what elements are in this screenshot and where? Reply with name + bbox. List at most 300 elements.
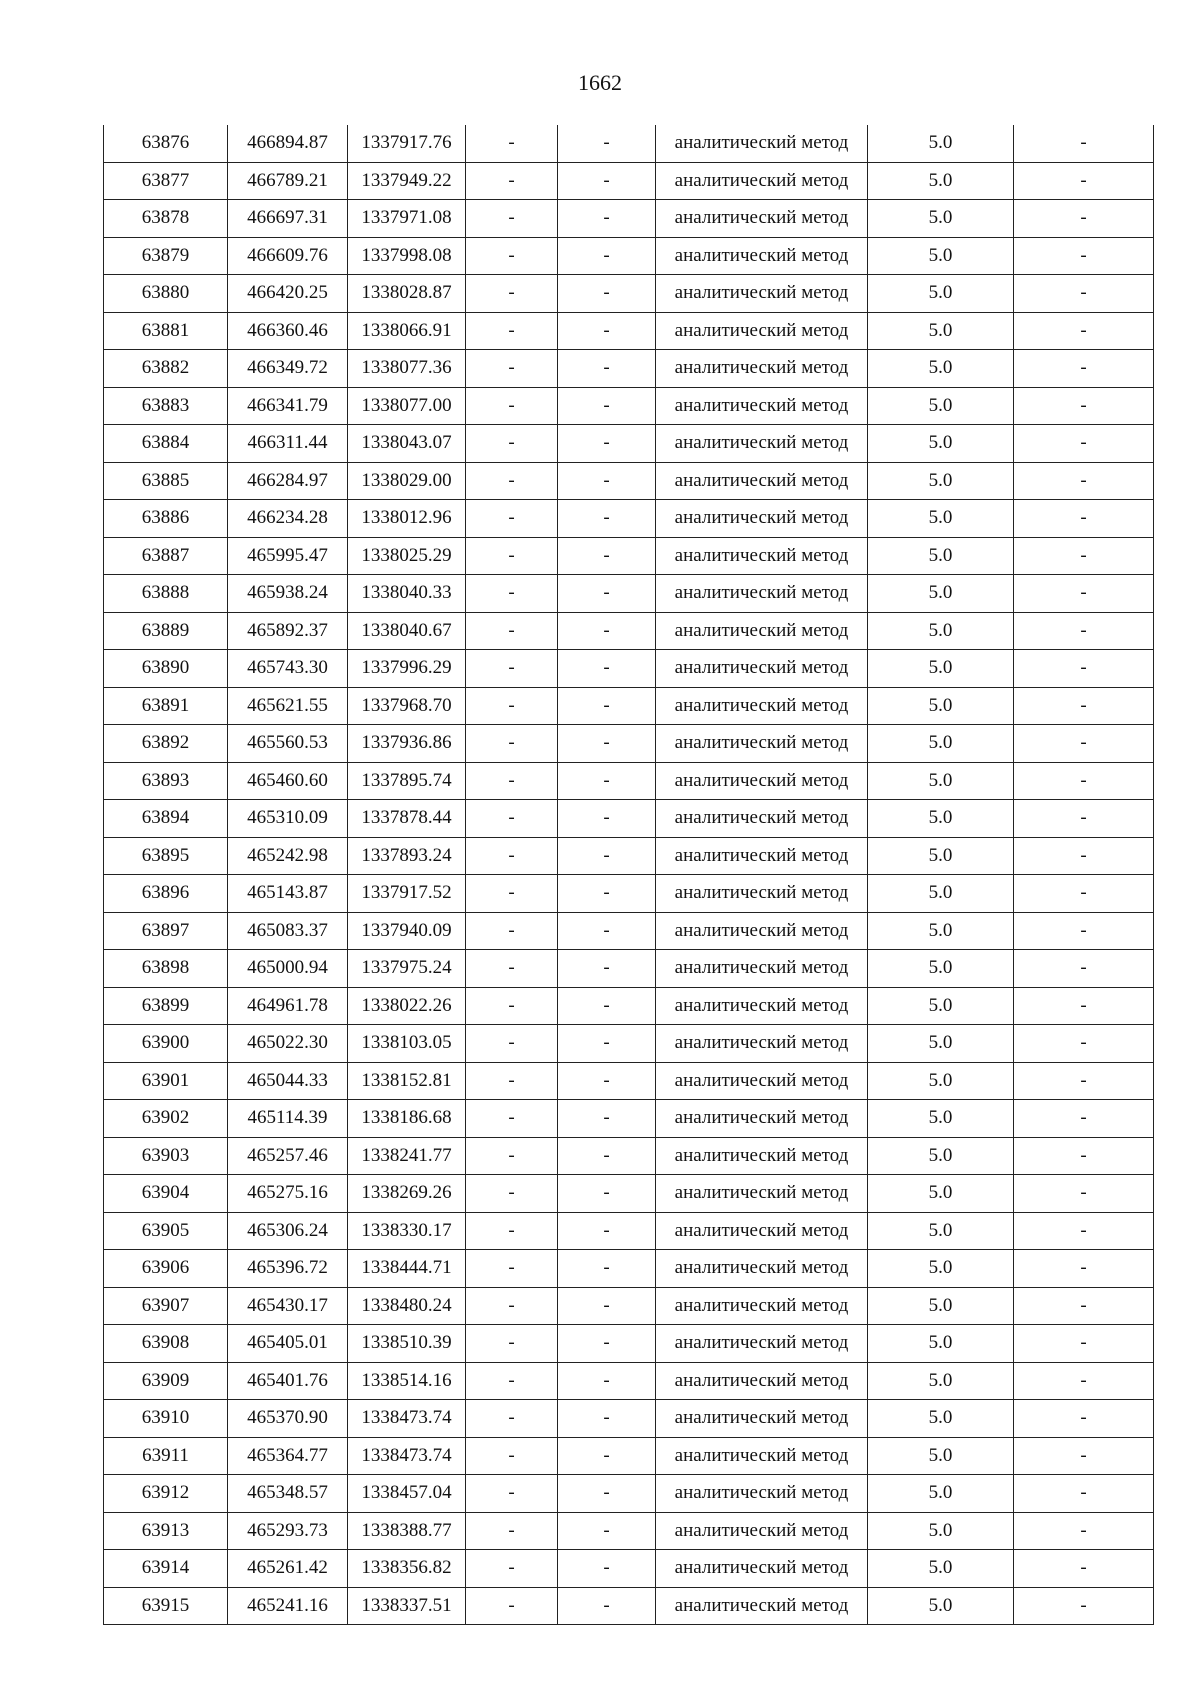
col8-cell: - — [1014, 312, 1154, 350]
x-coordinate-cell: 465241.16 — [228, 1587, 348, 1625]
point-number-cell: 63908 — [104, 1325, 228, 1363]
col5-cell: - — [558, 1587, 656, 1625]
accuracy-cell: 5.0 — [868, 1250, 1014, 1288]
table-row — [104, 1550, 1154, 1588]
table-row — [104, 275, 1154, 313]
col5-cell: - — [558, 1437, 656, 1475]
col5-cell: - — [558, 950, 656, 988]
point-number-cell: 63899 — [104, 987, 228, 1025]
accuracy-cell: 5.0 — [868, 687, 1014, 725]
col5-cell: - — [558, 1212, 656, 1250]
col8-cell: - — [1014, 1512, 1154, 1550]
col5-cell: - — [558, 1287, 656, 1325]
x-coordinate-cell: 465405.01 — [228, 1325, 348, 1363]
table-row — [104, 1437, 1154, 1475]
col5-cell: - — [558, 725, 656, 763]
point-number-cell: 63898 — [104, 950, 228, 988]
accuracy-cell: 5.0 — [868, 462, 1014, 500]
col4-cell: - — [466, 1362, 558, 1400]
table-row — [104, 650, 1154, 688]
table-row — [104, 950, 1154, 988]
x-coordinate-cell: 465293.73 — [228, 1512, 348, 1550]
x-coordinate-cell: 465370.90 — [228, 1400, 348, 1438]
col5-cell: - — [558, 200, 656, 238]
col8-cell: - — [1014, 1212, 1154, 1250]
point-number-cell: 63888 — [104, 575, 228, 613]
method-cell: аналитический метод — [656, 837, 868, 875]
col8-cell: - — [1014, 1475, 1154, 1513]
col5-cell: - — [558, 1250, 656, 1288]
x-coordinate-cell: 465995.47 — [228, 537, 348, 575]
col5-cell: - — [558, 575, 656, 613]
col5-cell: - — [558, 1025, 656, 1063]
y-coordinate-cell: 1337971.08 — [348, 200, 466, 238]
col8-cell: - — [1014, 575, 1154, 613]
col4-cell: - — [466, 275, 558, 313]
point-number-cell: 63914 — [104, 1550, 228, 1588]
x-coordinate-cell: 466234.28 — [228, 500, 348, 538]
col8-cell: - — [1014, 1100, 1154, 1138]
col4-cell: - — [466, 1550, 558, 1588]
col4-cell: - — [466, 725, 558, 763]
col5-cell: - — [558, 912, 656, 950]
y-coordinate-cell: 1337895.74 — [348, 762, 466, 800]
y-coordinate-cell: 1338043.07 — [348, 425, 466, 463]
y-coordinate-cell: 1337998.08 — [348, 237, 466, 275]
col8-cell: - — [1014, 987, 1154, 1025]
x-coordinate-cell: 465430.17 — [228, 1287, 348, 1325]
x-coordinate-cell: 465000.94 — [228, 950, 348, 988]
y-coordinate-cell: 1337917.76 — [348, 125, 466, 162]
x-coordinate-cell: 465364.77 — [228, 1437, 348, 1475]
accuracy-cell: 5.0 — [868, 837, 1014, 875]
point-number-cell: 63911 — [104, 1437, 228, 1475]
method-cell: аналитический метод — [656, 875, 868, 913]
accuracy-cell: 5.0 — [868, 425, 1014, 463]
col5-cell: - — [558, 537, 656, 575]
table-row — [104, 1400, 1154, 1438]
accuracy-cell: 5.0 — [868, 1025, 1014, 1063]
method-cell: аналитический метод — [656, 762, 868, 800]
table-row — [104, 1062, 1154, 1100]
x-coordinate-cell: 465022.30 — [228, 1025, 348, 1063]
point-number-cell: 63896 — [104, 875, 228, 913]
accuracy-cell: 5.0 — [868, 912, 1014, 950]
y-coordinate-cell: 1338473.74 — [348, 1437, 466, 1475]
point-number-cell: 63879 — [104, 237, 228, 275]
table-row — [104, 1325, 1154, 1363]
y-coordinate-cell: 1338028.87 — [348, 275, 466, 313]
table-row — [104, 312, 1154, 350]
col8-cell: - — [1014, 762, 1154, 800]
col8-cell: - — [1014, 350, 1154, 388]
point-number-cell: 63891 — [104, 687, 228, 725]
table-row — [104, 425, 1154, 463]
point-number-cell: 63893 — [104, 762, 228, 800]
point-number-cell: 63906 — [104, 1250, 228, 1288]
col4-cell: - — [466, 237, 558, 275]
accuracy-cell: 5.0 — [868, 237, 1014, 275]
table-row — [104, 725, 1154, 763]
col8-cell: - — [1014, 800, 1154, 838]
accuracy-cell: 5.0 — [868, 350, 1014, 388]
point-number-cell: 63905 — [104, 1212, 228, 1250]
col5-cell: - — [558, 1550, 656, 1588]
method-cell: аналитический метод — [656, 462, 868, 500]
x-coordinate-cell: 465938.24 — [228, 575, 348, 613]
col5-cell: - — [558, 350, 656, 388]
table-row — [104, 1475, 1154, 1513]
table-row — [104, 1512, 1154, 1550]
table-row — [104, 575, 1154, 613]
method-cell: аналитический метод — [656, 237, 868, 275]
method-cell: аналитический метод — [656, 350, 868, 388]
col5-cell: - — [558, 762, 656, 800]
point-number-cell: 63915 — [104, 1587, 228, 1625]
x-coordinate-cell: 465560.53 — [228, 725, 348, 763]
x-coordinate-cell: 465261.42 — [228, 1550, 348, 1588]
point-number-cell: 63895 — [104, 837, 228, 875]
point-number-cell: 63886 — [104, 500, 228, 538]
y-coordinate-cell: 1338473.74 — [348, 1400, 466, 1438]
y-coordinate-cell: 1338480.24 — [348, 1287, 466, 1325]
table-row — [104, 987, 1154, 1025]
x-coordinate-cell: 465460.60 — [228, 762, 348, 800]
col8-cell: - — [1014, 912, 1154, 950]
method-cell: аналитический метод — [656, 1100, 868, 1138]
col4-cell: - — [466, 687, 558, 725]
method-cell: аналитический метод — [656, 575, 868, 613]
y-coordinate-cell: 1338186.68 — [348, 1100, 466, 1138]
accuracy-cell: 5.0 — [868, 1400, 1014, 1438]
col4-cell: - — [466, 575, 558, 613]
method-cell: аналитический метод — [656, 650, 868, 688]
y-coordinate-cell: 1338457.04 — [348, 1475, 466, 1513]
table-row — [104, 1137, 1154, 1175]
y-coordinate-cell: 1338012.96 — [348, 500, 466, 538]
y-coordinate-cell: 1338514.16 — [348, 1362, 466, 1400]
point-number-cell: 63876 — [104, 125, 228, 162]
x-coordinate-cell: 465310.09 — [228, 800, 348, 838]
col4-cell: - — [466, 312, 558, 350]
col5-cell: - — [558, 612, 656, 650]
col8-cell: - — [1014, 1325, 1154, 1363]
accuracy-cell: 5.0 — [868, 125, 1014, 162]
accuracy-cell: 5.0 — [868, 1100, 1014, 1138]
table-row — [104, 500, 1154, 538]
method-cell: аналитический метод — [656, 1250, 868, 1288]
y-coordinate-cell: 1337936.86 — [348, 725, 466, 763]
point-number-cell: 63900 — [104, 1025, 228, 1063]
table-row — [104, 237, 1154, 275]
point-number-cell: 63884 — [104, 425, 228, 463]
x-coordinate-cell: 465044.33 — [228, 1062, 348, 1100]
method-cell: аналитический метод — [656, 125, 868, 162]
method-cell: аналитический метод — [656, 500, 868, 538]
col8-cell: - — [1014, 1587, 1154, 1625]
x-coordinate-cell: 465114.39 — [228, 1100, 348, 1138]
y-coordinate-cell: 1338077.00 — [348, 387, 466, 425]
y-coordinate-cell: 1338066.91 — [348, 312, 466, 350]
col8-cell: - — [1014, 275, 1154, 313]
point-number-cell: 63912 — [104, 1475, 228, 1513]
col4-cell: - — [466, 500, 558, 538]
y-coordinate-cell: 1338152.81 — [348, 1062, 466, 1100]
x-coordinate-cell: 466349.72 — [228, 350, 348, 388]
method-cell: аналитический метод — [656, 1400, 868, 1438]
col5-cell: - — [558, 1475, 656, 1513]
point-number-cell: 63903 — [104, 1137, 228, 1175]
point-number-cell: 63887 — [104, 537, 228, 575]
col5-cell: - — [558, 1325, 656, 1363]
col8-cell: - — [1014, 950, 1154, 988]
col4-cell: - — [466, 1400, 558, 1438]
x-coordinate-cell: 465143.87 — [228, 875, 348, 913]
x-coordinate-cell: 465743.30 — [228, 650, 348, 688]
col4-cell: - — [466, 200, 558, 238]
x-coordinate-cell: 466894.87 — [228, 125, 348, 162]
col8-cell: - — [1014, 200, 1154, 238]
point-number-cell: 63889 — [104, 612, 228, 650]
col5-cell: - — [558, 1137, 656, 1175]
accuracy-cell: 5.0 — [868, 1512, 1014, 1550]
col4-cell: - — [466, 1512, 558, 1550]
col4-cell: - — [466, 950, 558, 988]
col5-cell: - — [558, 987, 656, 1025]
col5-cell: - — [558, 162, 656, 200]
col4-cell: - — [466, 612, 558, 650]
x-coordinate-cell: 466284.97 — [228, 462, 348, 500]
method-cell: аналитический метод — [656, 987, 868, 1025]
col4-cell: - — [466, 1137, 558, 1175]
col8-cell: - — [1014, 1137, 1154, 1175]
accuracy-cell: 5.0 — [868, 162, 1014, 200]
col5-cell: - — [558, 800, 656, 838]
x-coordinate-cell: 465396.72 — [228, 1250, 348, 1288]
accuracy-cell: 5.0 — [868, 650, 1014, 688]
y-coordinate-cell: 1337878.44 — [348, 800, 466, 838]
y-coordinate-cell: 1337996.29 — [348, 650, 466, 688]
col5-cell: - — [558, 1512, 656, 1550]
table-row — [104, 612, 1154, 650]
x-coordinate-cell: 466789.21 — [228, 162, 348, 200]
method-cell: аналитический метод — [656, 200, 868, 238]
point-number-cell: 63885 — [104, 462, 228, 500]
y-coordinate-cell: 1338510.39 — [348, 1325, 466, 1363]
y-coordinate-cell: 1338241.77 — [348, 1137, 466, 1175]
method-cell: аналитический метод — [656, 312, 868, 350]
method-cell: аналитический метод — [656, 162, 868, 200]
page-number: 1662 — [578, 70, 622, 95]
y-coordinate-cell: 1337968.70 — [348, 687, 466, 725]
accuracy-cell: 5.0 — [868, 1437, 1014, 1475]
x-coordinate-cell: 465401.76 — [228, 1362, 348, 1400]
y-coordinate-cell: 1338269.26 — [348, 1175, 466, 1213]
col8-cell: - — [1014, 837, 1154, 875]
method-cell: аналитический метод — [656, 1212, 868, 1250]
y-coordinate-cell: 1338040.67 — [348, 612, 466, 650]
col4-cell: - — [466, 1062, 558, 1100]
y-coordinate-cell: 1337893.24 — [348, 837, 466, 875]
col4-cell: - — [466, 837, 558, 875]
col4-cell: - — [466, 462, 558, 500]
accuracy-cell: 5.0 — [868, 1137, 1014, 1175]
col8-cell: - — [1014, 237, 1154, 275]
col8-cell: - — [1014, 162, 1154, 200]
point-number-cell: 63902 — [104, 1100, 228, 1138]
accuracy-cell: 5.0 — [868, 1175, 1014, 1213]
accuracy-cell: 5.0 — [868, 1325, 1014, 1363]
table-row — [104, 687, 1154, 725]
method-cell: аналитический метод — [656, 800, 868, 838]
point-number-cell: 63892 — [104, 725, 228, 763]
method-cell: аналитический метод — [656, 1362, 868, 1400]
accuracy-cell: 5.0 — [868, 1587, 1014, 1625]
col5-cell: - — [558, 462, 656, 500]
x-coordinate-cell: 465348.57 — [228, 1475, 348, 1513]
col5-cell: - — [558, 1400, 656, 1438]
col4-cell: - — [466, 162, 558, 200]
point-number-cell: 63907 — [104, 1287, 228, 1325]
method-cell: аналитический метод — [656, 1287, 868, 1325]
col4-cell: - — [466, 350, 558, 388]
x-coordinate-cell: 465275.16 — [228, 1175, 348, 1213]
y-coordinate-cell: 1338103.05 — [348, 1025, 466, 1063]
col8-cell: - — [1014, 1250, 1154, 1288]
point-number-cell: 63890 — [104, 650, 228, 688]
col4-cell: - — [466, 1212, 558, 1250]
x-coordinate-cell: 465892.37 — [228, 612, 348, 650]
table-row — [104, 1362, 1154, 1400]
col4-cell: - — [466, 912, 558, 950]
table-row — [104, 125, 1154, 162]
method-cell: аналитический метод — [656, 950, 868, 988]
col5-cell: - — [558, 500, 656, 538]
col4-cell: - — [466, 1587, 558, 1625]
accuracy-cell: 5.0 — [868, 1362, 1014, 1400]
x-coordinate-cell: 465257.46 — [228, 1137, 348, 1175]
accuracy-cell: 5.0 — [868, 1475, 1014, 1513]
col8-cell: - — [1014, 650, 1154, 688]
table-row — [104, 162, 1154, 200]
accuracy-cell: 5.0 — [868, 1550, 1014, 1588]
col5-cell: - — [558, 425, 656, 463]
col8-cell: - — [1014, 125, 1154, 162]
col4-cell: - — [466, 1100, 558, 1138]
point-number-cell: 63909 — [104, 1362, 228, 1400]
col4-cell: - — [466, 1025, 558, 1063]
table-row — [104, 1250, 1154, 1288]
point-number-cell: 63910 — [104, 1400, 228, 1438]
table-row — [104, 800, 1154, 838]
accuracy-cell: 5.0 — [868, 950, 1014, 988]
col8-cell: - — [1014, 537, 1154, 575]
x-coordinate-cell: 466420.25 — [228, 275, 348, 313]
method-cell: аналитический метод — [656, 1587, 868, 1625]
col8-cell: - — [1014, 1362, 1154, 1400]
x-coordinate-cell: 464961.78 — [228, 987, 348, 1025]
accuracy-cell: 5.0 — [868, 387, 1014, 425]
accuracy-cell: 5.0 — [868, 725, 1014, 763]
col8-cell: - — [1014, 462, 1154, 500]
col4-cell: - — [466, 875, 558, 913]
accuracy-cell: 5.0 — [868, 200, 1014, 238]
col4-cell: - — [466, 800, 558, 838]
col4-cell: - — [466, 387, 558, 425]
y-coordinate-cell: 1338025.29 — [348, 537, 466, 575]
method-cell: аналитический метод — [656, 1475, 868, 1513]
x-coordinate-cell: 466697.31 — [228, 200, 348, 238]
accuracy-cell: 5.0 — [868, 575, 1014, 613]
point-number-cell: 63880 — [104, 275, 228, 313]
col8-cell: - — [1014, 612, 1154, 650]
col4-cell: - — [466, 125, 558, 162]
col4-cell: - — [466, 650, 558, 688]
y-coordinate-cell: 1338388.77 — [348, 1512, 466, 1550]
col4-cell: - — [466, 1287, 558, 1325]
table-row — [104, 837, 1154, 875]
accuracy-cell: 5.0 — [868, 500, 1014, 538]
col4-cell: - — [466, 1175, 558, 1213]
point-number-cell: 63904 — [104, 1175, 228, 1213]
method-cell: аналитический метод — [656, 1137, 868, 1175]
col8-cell: - — [1014, 1175, 1154, 1213]
col4-cell: - — [466, 1325, 558, 1363]
y-coordinate-cell: 1337940.09 — [348, 912, 466, 950]
y-coordinate-cell: 1338022.26 — [348, 987, 466, 1025]
point-number-cell: 63883 — [104, 387, 228, 425]
accuracy-cell: 5.0 — [868, 875, 1014, 913]
y-coordinate-cell: 1337975.24 — [348, 950, 466, 988]
point-number-cell: 63881 — [104, 312, 228, 350]
method-cell: аналитический метод — [656, 537, 868, 575]
method-cell: аналитический метод — [656, 1025, 868, 1063]
table-row — [104, 1025, 1154, 1063]
y-coordinate-cell: 1338330.17 — [348, 1212, 466, 1250]
y-coordinate-cell: 1338040.33 — [348, 575, 466, 613]
x-coordinate-cell: 465242.98 — [228, 837, 348, 875]
col5-cell: - — [558, 387, 656, 425]
accuracy-cell: 5.0 — [868, 1287, 1014, 1325]
table-row — [104, 875, 1154, 913]
table-row — [104, 200, 1154, 238]
method-cell: аналитический метод — [656, 612, 868, 650]
table-row — [104, 537, 1154, 575]
accuracy-cell: 5.0 — [868, 762, 1014, 800]
accuracy-cell: 5.0 — [868, 800, 1014, 838]
point-number-cell: 63894 — [104, 800, 228, 838]
accuracy-cell: 5.0 — [868, 1062, 1014, 1100]
accuracy-cell: 5.0 — [868, 275, 1014, 313]
table-row — [104, 462, 1154, 500]
x-coordinate-cell: 466609.76 — [228, 237, 348, 275]
col4-cell: - — [466, 1475, 558, 1513]
col4-cell: - — [466, 1437, 558, 1475]
y-coordinate-cell: 1337949.22 — [348, 162, 466, 200]
col5-cell: - — [558, 312, 656, 350]
table-row — [104, 762, 1154, 800]
table-row — [104, 1100, 1154, 1138]
point-number-cell: 63877 — [104, 162, 228, 200]
y-coordinate-cell: 1338444.71 — [348, 1250, 466, 1288]
y-coordinate-cell: 1338337.51 — [348, 1587, 466, 1625]
col8-cell: - — [1014, 1437, 1154, 1475]
col8-cell: - — [1014, 387, 1154, 425]
method-cell: аналитический метод — [656, 687, 868, 725]
table-row — [104, 387, 1154, 425]
col4-cell: - — [466, 425, 558, 463]
col4-cell: - — [466, 762, 558, 800]
